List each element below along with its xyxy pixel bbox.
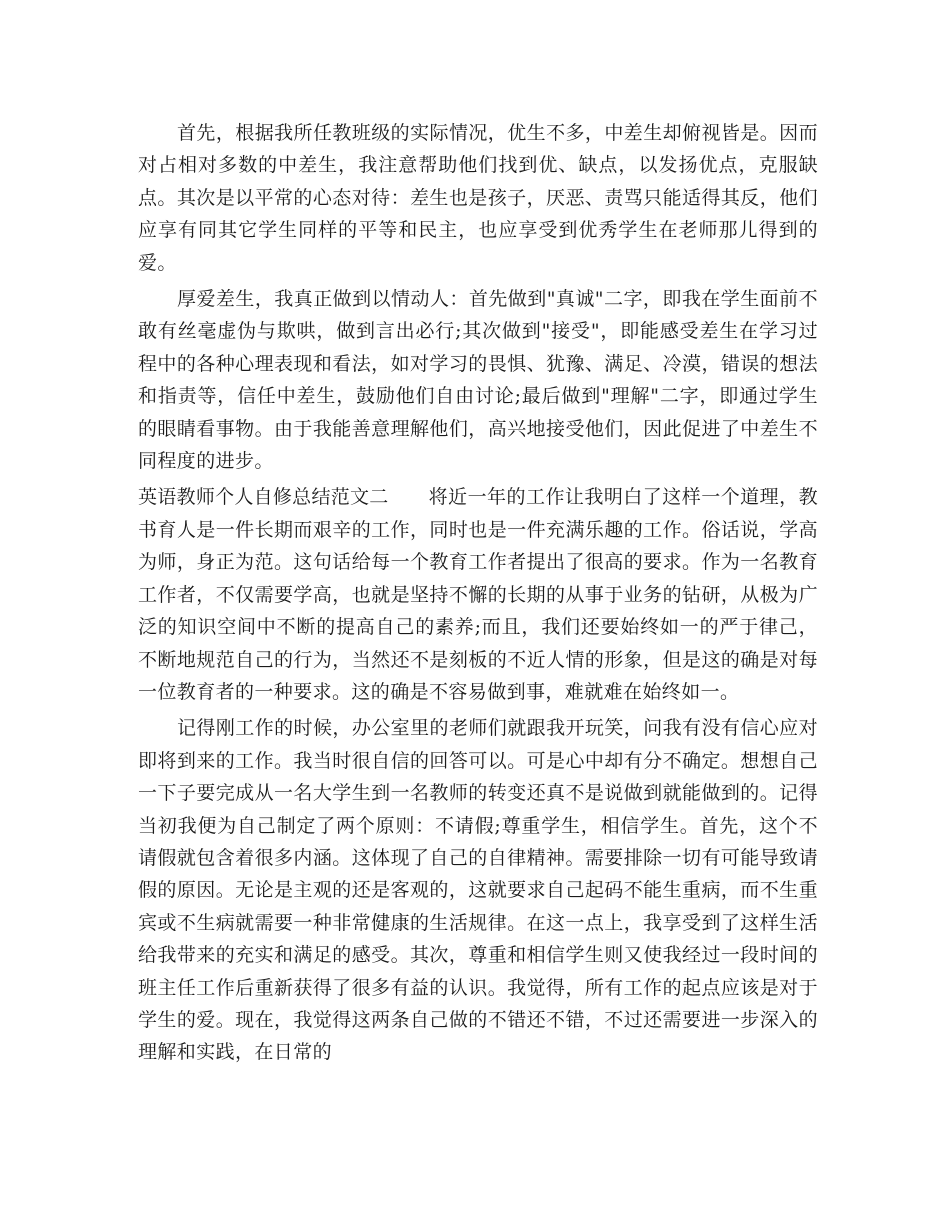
document-body xyxy=(138,117,818,1069)
section-heading-paragraph xyxy=(138,481,818,708)
paragraph-first-job-memory: 记得刚工作的时候，办公室里的老师们就跟我开玩笑，问我有没有信心应对即将到来的工作。我当时很自信的回答可以。可是心中却有分不确定。想想自己一下子要完成从一名大学生到一名教师的转变还真不是说做到就能做到的。记得当初我便为自己制定了两个原则：不请假;尊重学生，相信学生。首先，这个不请假就包含着很多内涵。这体现了自己的自律精神。需要排除一切有可能导致请假的原因。无论是主观的还是客观的，这就要求自己起码不能生重病，而不生重宾或不生病就需要一种非常健康的生活规律。在这一点上，我享受到了这样生活给我带来的充实和满足的感受。其次，尊重和相信学生则又使我经过一段时间的班主任工作后重新获得了很多有益的认识。我觉得，所有工作的起点应该是对于学生的爱。现在，我觉得这两条自己做的不错还不错，不过还需要进一步深入的理解和实践，在日常的 xyxy=(138,717,818,1064)
paragraph-love-weak-students: 厚爱差生，我真正做到以情动人：首先做到"真诚"二字，即我在学生面前不敢有丝毫虚伪与欺哄，做到言出必行;其次做到"接受"，即能感受差生在学习过程中的各种心理表现和看法，如对学习的畏惧、犹豫、满足、冷漠，错误的想法和指责等，信任中差生，鼓励他们自由讨论;最后做到"理解"二字，即通过学生的眼睛看事物。由于我能善意理解他们，高兴地接受他们，因此促进了中差生不同程度的进步。 xyxy=(138,288,818,473)
section-title: 英语教师个人自修总结范文二 xyxy=(138,486,389,509)
paragraph-top-students: 首先，根据我所任教班级的实际情况，优生不多，中差生却俯视皆是。因而对占相对多数的中差生，我注意帮助他们找到优、缺点，以发扬优点，克服缺点。其次是以平常的心态对待：差生也是孩子，厌恶、责骂只能适得其反，他们应享有同其它学生同样的平等和民主，也应享受到优秀学生在老师那儿得到的爱。 xyxy=(138,122,818,274)
paragraph-year-of-work: 将近一年的工作让我明白了这样一个道理，教书育人是一件长期而艰辛的工作，同时也是一件充满乐趣的工作。俗话说，学高为师，身正为范。这句话给每一个教育工作者提出了很高的要求。作为一名教育工作者，不仅需要学高，也就是坚持不懈的长期的从事于业务的钻研，从极为广泛的知识空间中不断的提高自己的素养;而且，我们还要始终如一的严于律己，不断地规范自己的行为，当然还不是刻板的不近人情的形象，但是这的确是对每一位教育者的一种要求。这的确是不容易做到事，难就难在始终如一。 xyxy=(138,486,818,703)
